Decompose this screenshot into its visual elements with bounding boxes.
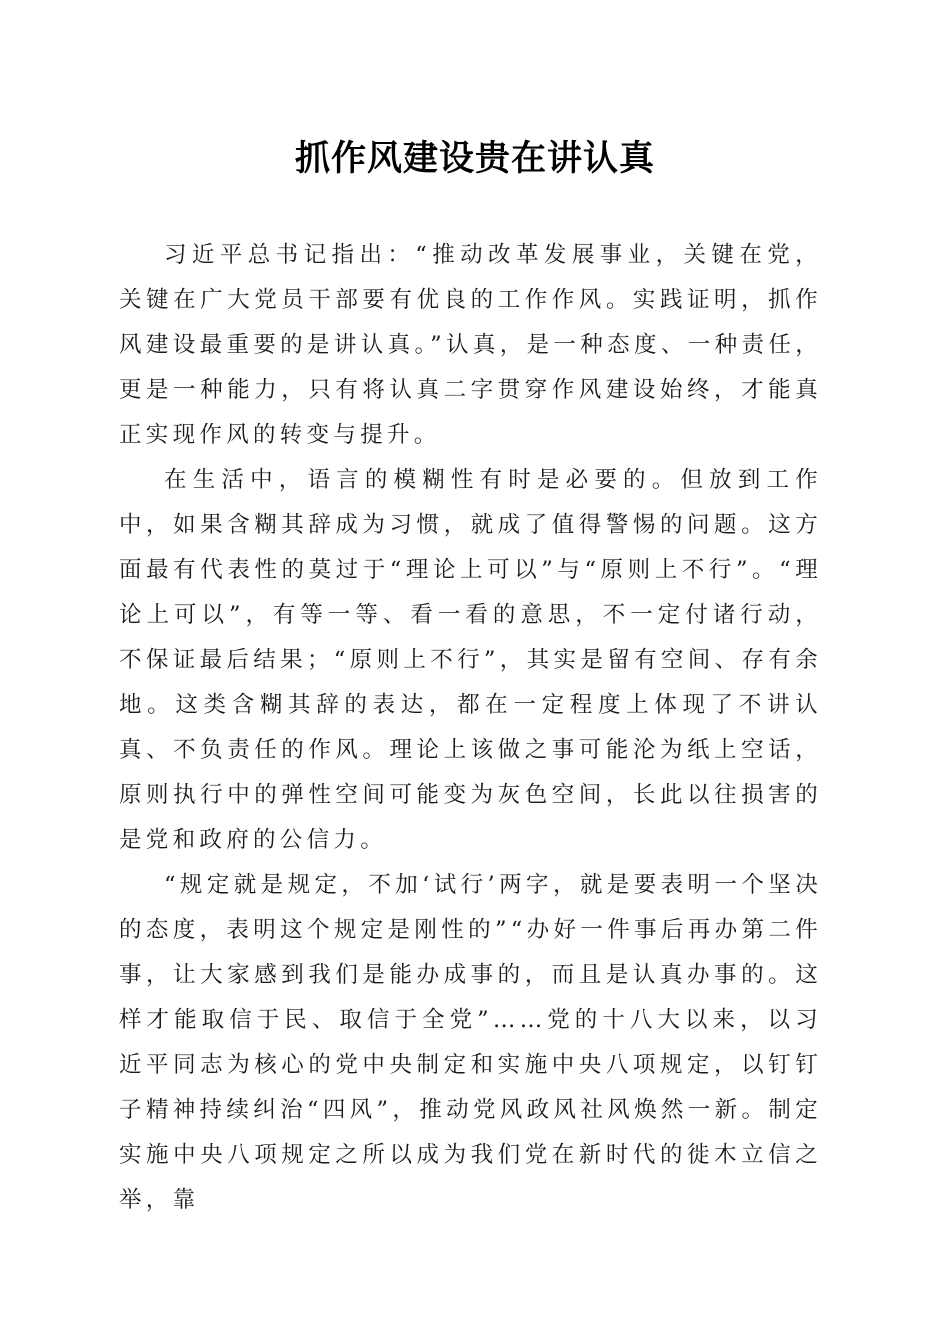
document-body bbox=[119, 233, 822, 1223]
paragraph: 在生活中，语言的模糊性有时是必要的。但放到工作中，如果含糊其辞成为习惯，就成了值得警惕的问题。这方面最有代表性的莫过于“理论上可以”与“原则上不行”。“理论上可以”，有等一等、看一看的意思，不一定付诸行动，不保证最后结果；“原则上不行”，其实是留有空间、存有余地。这类含糊其辞的表达，都在一定程度上体现了不讲认真、不负责任的作风。理论上该做之事可能沦为纸上空话，原则执行中的弹性空间可能变为灰色空间，长此以往损害的是党和政府的公信力。 bbox=[119, 467, 822, 853]
paragraph: “规定就是规定，不加‘试行’两字，就是要表明一个坚决的态度，表明这个规定是刚性的”“办好一件事后再办第二件事，让大家感到我们是能办成事的，而且是认真办事的。这样才能取信于民、取信于全党”……党的十八大以来，以习近平同志为核心的党中央制定和实施中央八项规定，以钉钉子精神持续纠治“四风”，推动党风政风社风焕然一新。制定实施中央八项规定之所以成为我们党在新时代的徙木立信之举，靠 bbox=[119, 872, 822, 1213]
paragraph: 习近平总书记指出：“推动改革发展事业，关键在党，关键在广大党员干部要有优良的工作作风。实践证明，抓作风建设最重要的是讲认真。”认真，是一种态度、一种责任，更是一种能力，只有将认真二字贯穿作风建设始终，才能真正实现作风的转变与提升。 bbox=[119, 242, 822, 448]
document-title: 抓作风建设贵在讲认真 bbox=[294, 138, 655, 179]
